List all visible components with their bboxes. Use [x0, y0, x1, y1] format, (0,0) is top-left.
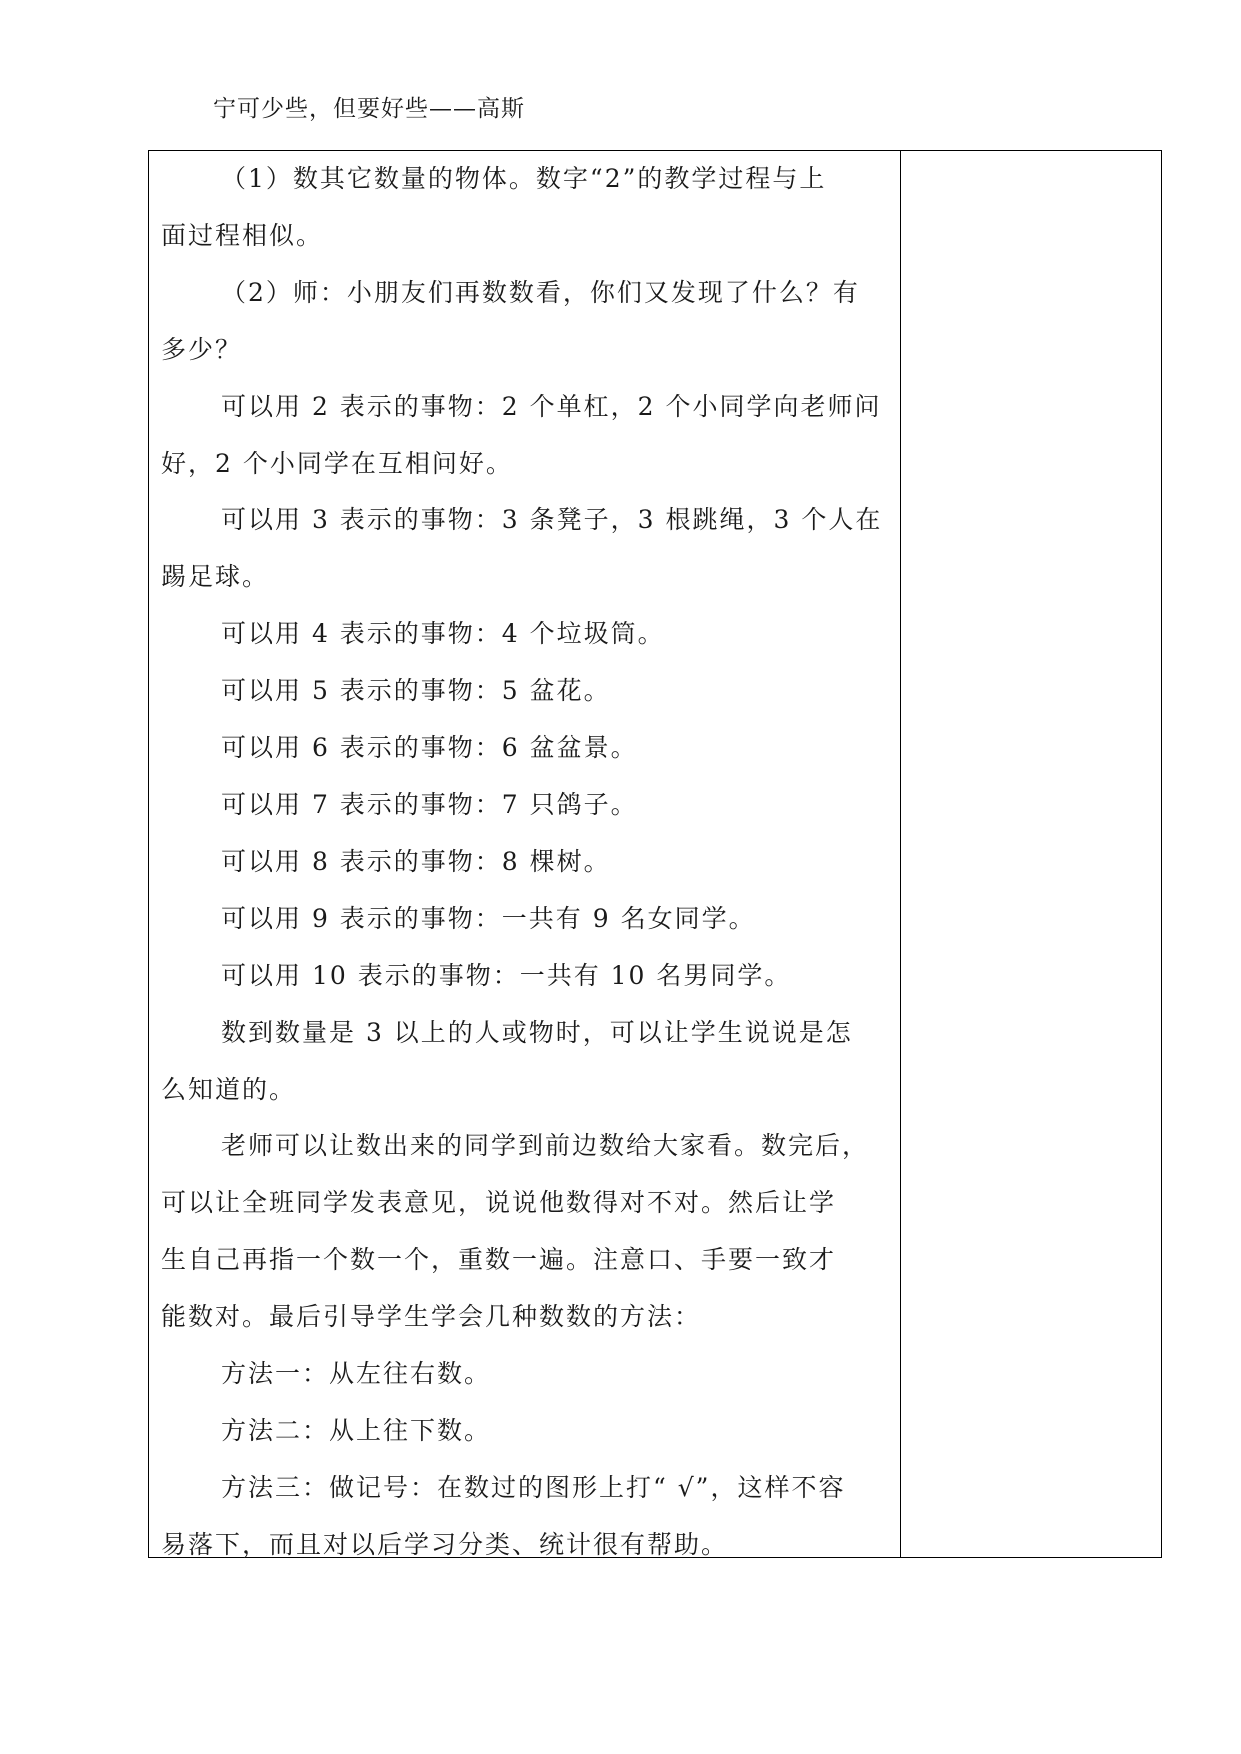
content-line: 么知道的。 — [161, 1074, 297, 1104]
content-line: 数到数量是 3 以上的人或物时，可以让学生说说是怎 — [221, 1017, 853, 1047]
content-line: 可以用 10 表示的事物：一共有 10 名男同学。 — [221, 960, 792, 990]
content-line: 面过程相似。 — [161, 220, 324, 250]
content-line: 方法二：从上往下数。 — [221, 1415, 492, 1445]
content-line: 可以用 3 表示的事物：3 条凳子，3 根跳绳，3 个人在 — [221, 505, 883, 535]
header-quote: 宁可少些，但要好些——高斯 — [213, 96, 525, 122]
content-line: 可以让全班同学发表意见，说说他数得对不对。然后让学 — [161, 1188, 837, 1218]
content-line: 生自己再指一个数一个，重数一遍。注意口、手要一致才 — [161, 1245, 837, 1275]
lesson-table — [148, 150, 1162, 1558]
content-line: 能数对。最后引导学生学会几种数数的方法： — [161, 1302, 702, 1332]
content-line: （1）数其它数量的物体。数字“2”的教学过程与上 — [221, 164, 827, 193]
content-line: 多少？ — [161, 334, 243, 364]
content-line: 可以用 9 表示的事物：一共有 9 名女同学。 — [221, 903, 756, 933]
content-line: 可以用 7 表示的事物：7 只鸽子。 — [221, 789, 638, 819]
content-line: 可以用 4 表示的事物：4 个垃圾筒。 — [221, 619, 665, 649]
notes-cell — [902, 151, 1161, 1557]
content-line: 方法一：从左往右数。 — [221, 1359, 492, 1389]
content-line: 好，2 个小同学在互相问好。 — [161, 448, 513, 478]
column-divider — [900, 151, 901, 1557]
lesson-content-cell — [161, 151, 893, 1557]
content-line: 可以用 2 表示的事物：2 个单杠，2 个小同学向老师问 — [221, 391, 882, 421]
content-line: 可以用 6 表示的事物：6 盆盆景。 — [221, 733, 638, 763]
content-line: 方法三：做记号：在数过的图形上打“ √”，这样不容 — [221, 1472, 846, 1502]
content-line: 可以用 8 表示的事物：8 棵树。 — [221, 846, 611, 876]
content-line: 可以用 5 表示的事物：5 盆花。 — [221, 676, 611, 706]
content-line: 易落下，而且对以后学习分类、统计很有帮助。 — [161, 1529, 729, 1559]
content-line: 踢足球。 — [161, 562, 270, 592]
content-line: 老师可以让数出来的同学到前边数给大家看。数完后， — [221, 1131, 870, 1161]
content-line: （2）师：小朋友们再数数看，你们又发现了什么？有 — [221, 277, 860, 307]
